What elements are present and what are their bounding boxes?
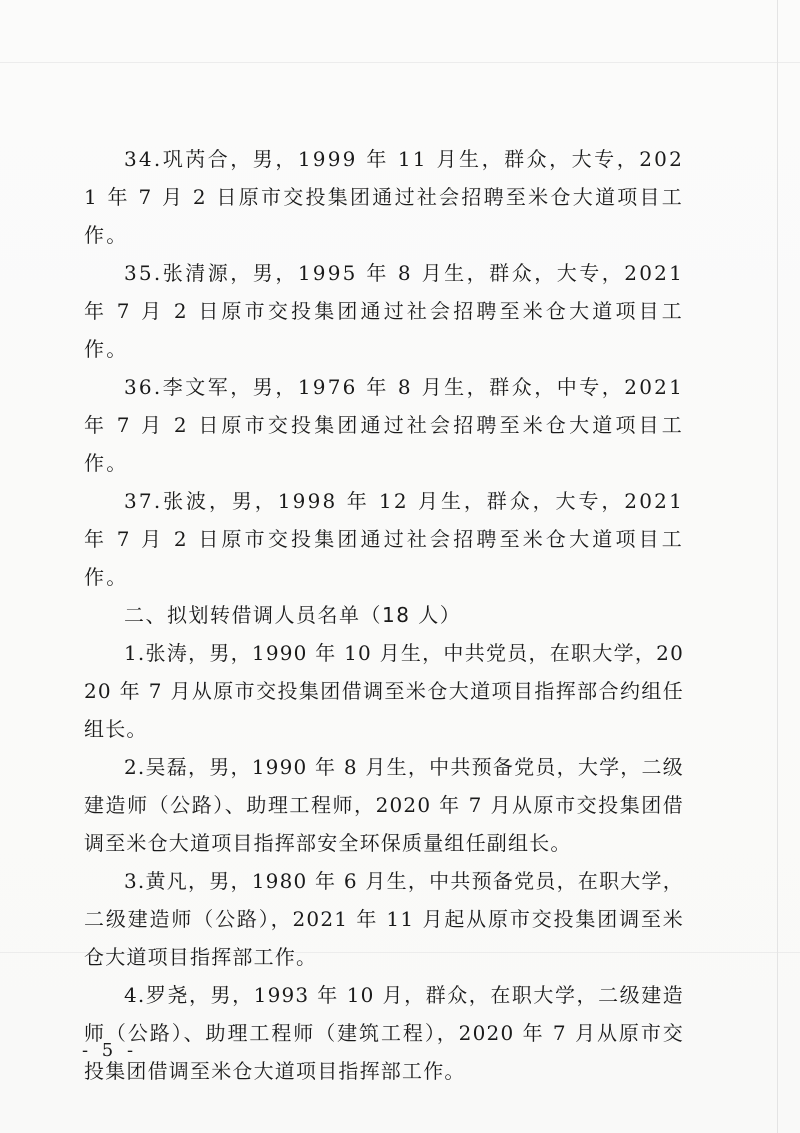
scan-artifact-line (0, 62, 800, 63)
paragraph-35: 35.张清源，男，1995 年 8 月生，群众，大专，2021 年 7 月 2 日原市交投集团通过社会招聘至米仓大道项目工作。 (84, 261, 684, 361)
page-number: - 5 - (82, 1040, 138, 1061)
document-body (84, 140, 684, 1090)
list-item-4: 4.罗尧，男，1993 年 10 月，群众，在职大学，二级建造师（公路）、助理工程师（建筑工程），2020 年 7 月从原市交投集团借调至米仓大道项目指挥部工作。 (84, 983, 684, 1083)
paragraph-34: 34.巩芮合，男，1999 年 11 月生，群众，大专，2021 年 7 月 2 日原市交投集团通过社会招聘至米仓大道项目工作。 (84, 147, 684, 247)
list-item-1: 1.张涛，男，1990 年 10 月生，中共党员，在职大学，2020 年 7 月从原市交投集团借调至米仓大道项目指挥部合约组任组长。 (84, 641, 684, 741)
paragraph-36: 36.李文军，男，1976 年 8 月生，群众，中专，2021 年 7 月 2 日原市交投集团通过社会招聘至米仓大道项目工作。 (84, 375, 684, 475)
section-heading: 二、拟划转借调人员名单（18 人） (124, 603, 462, 627)
paragraph-37: 37.张波，男，1998 年 12 月生，群众，大专，2021 年 7 月 2 日原市交投集团通过社会招聘至米仓大道项目工作。 (84, 489, 684, 589)
scan-edge (777, 0, 778, 1133)
list-item-3: 3.黄凡，男，1980 年 6 月生，中共预备党员，在职大学，二级建造师（公路），2021 年 11 月起从原市交投集团调至米仓大道项目指挥部工作。 (84, 869, 684, 969)
list-item-2: 2.吴磊，男，1990 年 8 月生，中共预备党员，大学，二级建造师（公路）、助理工程师，2020 年 7 月从原市交投集团借调至米仓大道项目指挥部安全环保质量组任副组长。 (84, 755, 684, 855)
